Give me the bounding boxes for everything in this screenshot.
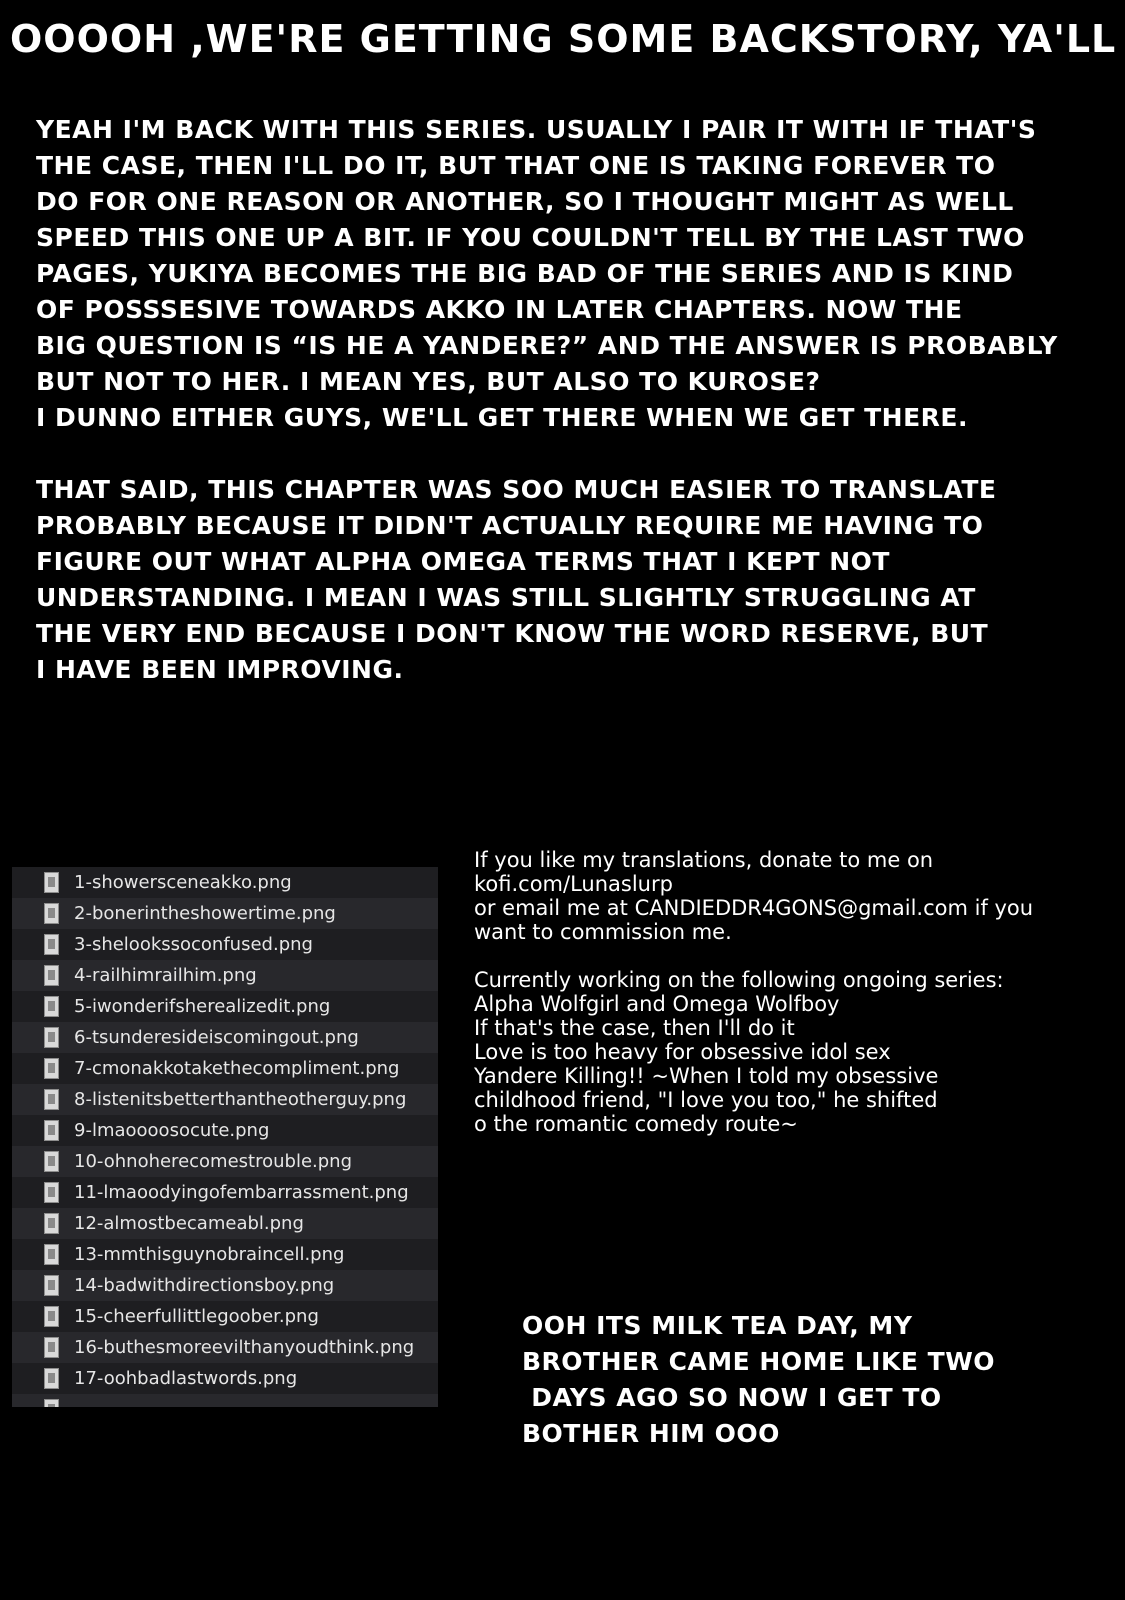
donate-note	[474, 848, 1104, 944]
series-item: childhood friend, "I love you too," he shifted	[474, 1088, 938, 1112]
file-name: 5-iwonderifsherealizedit.png	[74, 996, 331, 1017]
file-row[interactable]	[12, 898, 438, 929]
paragraph-line: DAYS AGO SO NOW I GET TO	[522, 1383, 942, 1412]
image-file-icon	[44, 1244, 59, 1265]
image-file-icon	[44, 1213, 59, 1234]
image-file-icon	[44, 1399, 59, 1407]
paragraph-line: THAT SAID, THIS CHAPTER WAS SOO MUCH EASIER TO TRANSLATE	[36, 475, 997, 504]
note-line: want to commission me.	[474, 920, 732, 944]
paragraph-line: BIG QUESTION IS “IS HE A YANDERE?” AND THE ANSWER IS PROBABLY	[36, 331, 1058, 360]
series-item: Love is too heavy for obsessive idol sex	[474, 1040, 891, 1064]
file-row[interactable]	[12, 1394, 438, 1407]
paragraph-line: PAGES, YUKIYA BECOMES THE BIG BAD OF THE SERIES AND IS KIND	[36, 259, 1014, 288]
file-name: 11-lmaoodyingofembarrassment.png	[74, 1182, 409, 1203]
file-name: 10-ohnoherecomestrouble.png	[74, 1151, 352, 1172]
file-row[interactable]	[12, 867, 438, 898]
file-row[interactable]	[12, 929, 438, 960]
image-file-icon	[44, 1368, 59, 1389]
series-item: Yandere Killing!! ~When I told my obsessive	[474, 1064, 939, 1088]
series-item: o the romantic comedy route~	[474, 1112, 798, 1136]
file-row[interactable]	[12, 1084, 438, 1115]
image-file-icon	[44, 1058, 59, 1079]
image-file-icon	[44, 965, 59, 986]
series-item: Alpha Wolfgirl and Omega Wolfboy	[474, 992, 840, 1016]
image-file-icon	[44, 1151, 59, 1172]
kofi-link[interactable]: kofi.com/Lunaslurp	[474, 872, 673, 896]
file-row[interactable]	[12, 1363, 438, 1394]
file-name: 14-badwithdirectionsboy.png	[74, 1275, 335, 1296]
paragraph-line: YEAH I'M BACK WITH THIS SERIES. USUALLY I PAIR IT WITH IF THAT'S	[36, 115, 1037, 144]
image-file-icon	[44, 1120, 59, 1141]
image-file-icon	[44, 1306, 59, 1327]
file-row[interactable]	[12, 1146, 438, 1177]
file-name: 6-tsunderesideiscomingout.png	[74, 1027, 359, 1048]
file-name: 16-buthesmoreevilthanyoudthink.png	[74, 1337, 415, 1358]
image-file-icon	[44, 1275, 59, 1296]
image-file-icon	[44, 1182, 59, 1203]
paragraph-line: I DUNNO EITHER GUYS, WE'LL GET THERE WHEN WE GET THERE.	[36, 403, 968, 432]
file-name: 15-cheerfullittlegoober.png	[74, 1306, 319, 1327]
file-row[interactable]	[12, 1239, 438, 1270]
paragraph-line: BUT NOT TO HER. I MEAN YES, BUT ALSO TO KUROSE?	[36, 367, 821, 396]
paragraph-line: SPEED THIS ONE UP A BIT. IF YOU COULDN'T TELL BY THE LAST TWO	[36, 223, 1025, 252]
file-name: 13-mmthisguynobraincell.png	[74, 1244, 345, 1265]
paragraph-backstory	[36, 112, 1096, 436]
file-row[interactable]	[12, 1115, 438, 1146]
paragraph-milk-tea	[522, 1308, 1082, 1452]
series-note	[474, 968, 1104, 1136]
file-row[interactable]	[12, 1332, 438, 1363]
note-line: If you like my translations, donate to me on	[474, 848, 934, 872]
note-line: or email me at CANDIEDDR4GONS@gmail.com if you	[474, 896, 1034, 920]
page-title: OOOOH ,WE'RE GETTING SOME BACKSTORY, YA'LL	[10, 17, 1117, 61]
file-row[interactable]	[12, 1208, 438, 1239]
file-name: 2-bonerintheshowertime.png	[74, 903, 336, 924]
file-name: 17-oohbadlastwords.png	[74, 1368, 298, 1389]
image-file-icon	[44, 903, 59, 924]
file-name: 7-cmonakkotakethecompliment.png	[74, 1058, 400, 1079]
file-name: 4-railhimrailhim.png	[74, 965, 257, 986]
file-name: 3-shelookssoconfused.png	[74, 934, 313, 955]
paragraph-line: OF POSSSESIVE TOWARDS AKKO IN LATER CHAPTERS. NOW THE	[36, 295, 963, 324]
file-name: 9-lmaoooosocute.png	[74, 1120, 270, 1141]
file-name: 12-almostbecameabl.png	[74, 1213, 304, 1234]
file-row[interactable]	[12, 1270, 438, 1301]
paragraph-line: UNDERSTANDING. I MEAN I WAS STILL SLIGHTLY STRUGGLING AT	[36, 583, 976, 612]
note-line: Currently working on the following ongoing series:	[474, 968, 1004, 992]
file-row[interactable]	[12, 1177, 438, 1208]
series-item: If that's the case, then I'll do it	[474, 1016, 795, 1040]
paragraph-line: OOH ITS MILK TEA DAY, MY	[522, 1311, 913, 1340]
file-list-panel	[12, 867, 438, 1407]
file-row[interactable]	[12, 991, 438, 1022]
file-row[interactable]	[12, 1053, 438, 1084]
paragraph-line: THE CASE, THEN I'LL DO IT, BUT THAT ONE IS TAKING FOREVER TO	[36, 151, 996, 180]
image-file-icon	[44, 1027, 59, 1048]
file-row[interactable]	[12, 1022, 438, 1053]
file-name: 8-listenitsbetterthantheotherguy.png	[74, 1089, 407, 1110]
file-row[interactable]	[12, 1301, 438, 1332]
paragraph-line: THE VERY END BECAUSE I DON'T KNOW THE WORD RESERVE, BUT	[36, 619, 989, 648]
image-file-icon	[44, 996, 59, 1017]
file-name: 1-showersceneakko.png	[74, 872, 292, 893]
image-file-icon	[44, 934, 59, 955]
image-file-icon	[44, 872, 59, 893]
paragraph-line: PROBABLY BECAUSE IT DIDN'T ACTUALLY REQUIRE ME HAVING TO	[36, 511, 984, 540]
paragraph-line: BROTHER CAME HOME LIKE TWO	[522, 1347, 996, 1376]
file-row[interactable]	[12, 960, 438, 991]
image-file-icon	[44, 1089, 59, 1110]
paragraph-line: BOTHER HIM OOO	[522, 1419, 780, 1448]
paragraph-line: DO FOR ONE REASON OR ANOTHER, SO I THOUGHT MIGHT AS WELL	[36, 187, 1014, 216]
paragraph-translation	[36, 472, 1096, 688]
image-file-icon	[44, 1337, 59, 1358]
paragraph-line: FIGURE OUT WHAT ALPHA OMEGA TERMS THAT I KEPT NOT	[36, 547, 890, 576]
paragraph-line: I HAVE BEEN IMPROVING.	[36, 655, 404, 684]
